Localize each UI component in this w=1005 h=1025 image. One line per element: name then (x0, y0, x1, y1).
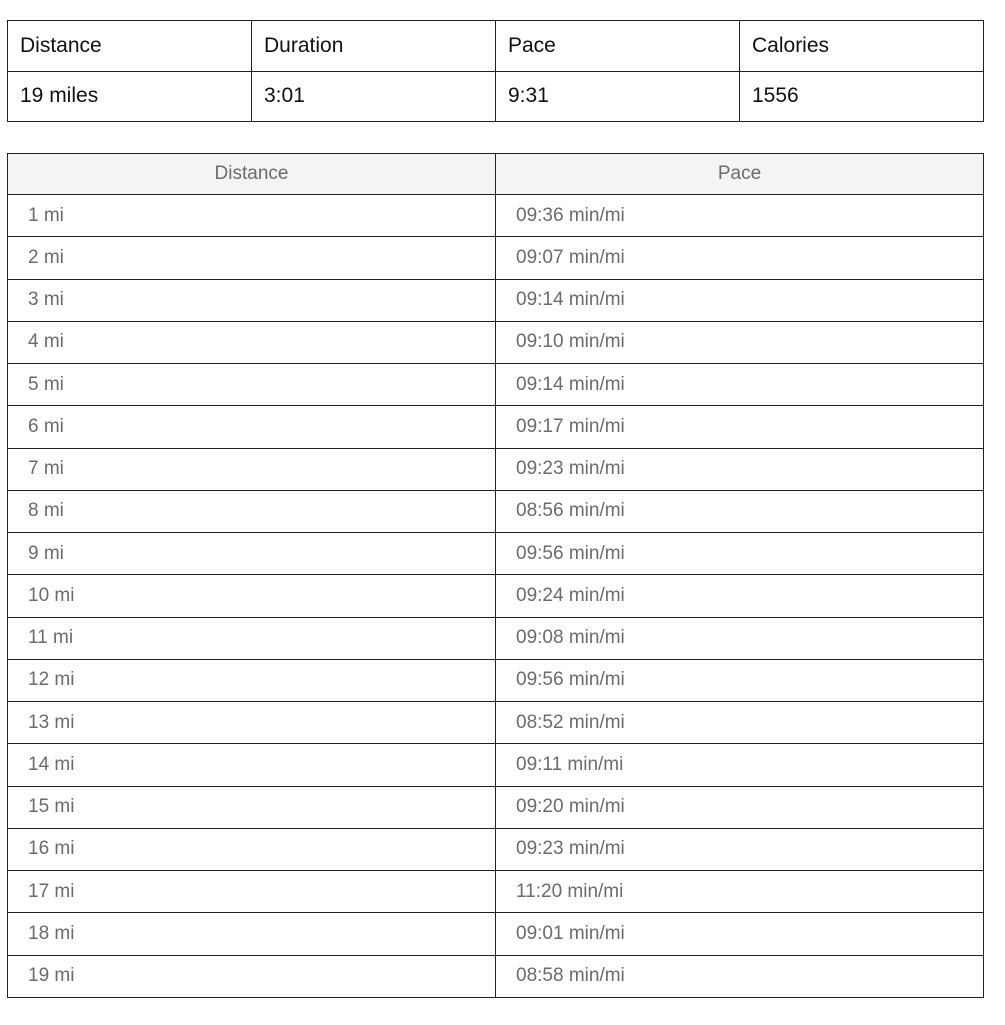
split-distance: 19 mi (8, 955, 496, 998)
split-row (8, 321, 984, 363)
split-row (8, 533, 984, 575)
split-pace: 08:56 min/mi (496, 490, 984, 532)
split-row (8, 913, 984, 955)
summary-value-row (8, 71, 984, 122)
splits-header-distance: Distance (8, 154, 496, 195)
split-pace: 09:36 min/mi (496, 195, 984, 237)
summary-calories-value: 1556 (740, 71, 984, 122)
split-pace: 08:52 min/mi (496, 702, 984, 744)
split-distance: 18 mi (8, 913, 496, 955)
split-row (8, 364, 984, 406)
split-distance: 14 mi (8, 744, 496, 786)
split-distance: 13 mi (8, 702, 496, 744)
split-distance: 6 mi (8, 406, 496, 448)
split-row (8, 575, 984, 617)
split-distance: 17 mi (8, 871, 496, 913)
summary-pace-value: 9:31 (496, 71, 740, 122)
split-pace: 09:11 min/mi (496, 744, 984, 786)
split-distance: 11 mi (8, 617, 496, 659)
split-pace: 09:14 min/mi (496, 364, 984, 406)
split-pace: 09:23 min/mi (496, 448, 984, 490)
run-summary-table (7, 20, 984, 122)
split-row (8, 237, 984, 279)
split-distance: 15 mi (8, 786, 496, 828)
split-distance: 3 mi (8, 279, 496, 321)
split-distance: 9 mi (8, 533, 496, 575)
split-row (8, 871, 984, 913)
split-pace: 09:20 min/mi (496, 786, 984, 828)
split-row (8, 828, 984, 870)
split-pace: 09:17 min/mi (496, 406, 984, 448)
summary-header-pace: Pace (496, 21, 740, 72)
summary-distance-value: 19 miles (8, 71, 252, 122)
split-pace: 09:10 min/mi (496, 321, 984, 363)
split-row (8, 406, 984, 448)
split-pace: 09:14 min/mi (496, 279, 984, 321)
split-row (8, 955, 984, 998)
split-distance: 4 mi (8, 321, 496, 363)
splits-table (7, 153, 984, 998)
splits-body (8, 195, 984, 998)
split-pace: 08:58 min/mi (496, 955, 984, 998)
split-distance: 1 mi (8, 195, 496, 237)
split-distance: 16 mi (8, 828, 496, 870)
splits-header-pace: Pace (496, 154, 984, 195)
split-row (8, 617, 984, 659)
summary-header-distance: Distance (8, 21, 252, 72)
split-distance: 12 mi (8, 659, 496, 701)
split-row (8, 195, 984, 237)
split-pace: 09:23 min/mi (496, 828, 984, 870)
split-row (8, 279, 984, 321)
split-distance: 7 mi (8, 448, 496, 490)
split-pace: 09:24 min/mi (496, 575, 984, 617)
summary-header-row (8, 21, 984, 72)
split-pace: 09:01 min/mi (496, 913, 984, 955)
split-row (8, 702, 984, 744)
splits-header-row (8, 154, 984, 195)
split-distance: 5 mi (8, 364, 496, 406)
split-row (8, 490, 984, 532)
split-pace: 09:56 min/mi (496, 659, 984, 701)
split-pace: 09:08 min/mi (496, 617, 984, 659)
split-pace: 09:56 min/mi (496, 533, 984, 575)
split-row (8, 448, 984, 490)
split-distance: 8 mi (8, 490, 496, 532)
split-distance: 10 mi (8, 575, 496, 617)
split-pace: 09:07 min/mi (496, 237, 984, 279)
split-row (8, 786, 984, 828)
summary-header-calories: Calories (740, 21, 984, 72)
summary-duration-value: 3:01 (252, 71, 496, 122)
split-row (8, 744, 984, 786)
split-pace: 11:20 min/mi (496, 871, 984, 913)
split-row (8, 659, 984, 701)
split-distance: 2 mi (8, 237, 496, 279)
summary-header-duration: Duration (252, 21, 496, 72)
